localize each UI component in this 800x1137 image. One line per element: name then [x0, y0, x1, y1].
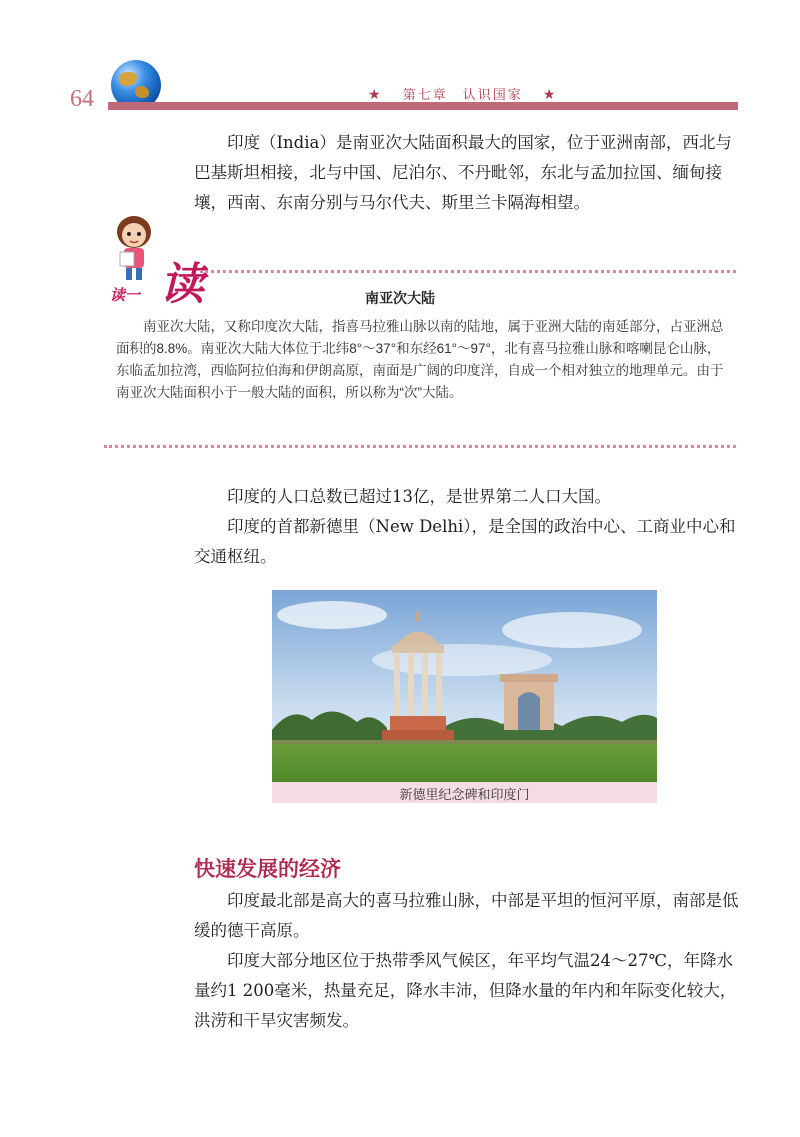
header-bar: [108, 102, 738, 110]
page-number: 64: [70, 86, 94, 112]
box-bottom-divider: [104, 445, 736, 448]
climate-paragraph: 印度大部分地区位于热带季风气候区，年平均气温24～27℃，年降水量约1 200毫米，热量充足，降水丰沛，但降水量的年内和年际变化较大，洪涝和干旱灾害频发。: [194, 951, 737, 1030]
box-top-divider: [200, 270, 736, 273]
section-heading: 快速发展的经济: [194, 858, 341, 881]
intro-paragraph: 印度（India）是南亚次大陆面积最大的国家，位于亚洲南部，西北与巴基斯坦相接，北与中国、尼泊尔、不丹毗邻，东北与孟加拉国、缅甸接壤，西南、东南分别与马尔代夫、斯里兰卡隔海相望。: [194, 133, 732, 212]
cartoon-girl-icon: [108, 212, 160, 284]
new-delhi-photo: [272, 590, 657, 782]
chapter-label: 第七章 认识国家: [402, 88, 523, 103]
terrain-paragraph: 印度最北部是高大的喜马拉雅山脉，中部是平坦的恒河平原，南部是低缓的德干高原。: [194, 891, 739, 940]
star-icon: ★: [542, 87, 558, 103]
population-paragraph: 印度的人口总数已超过13亿，是世界第二人口大国。: [227, 487, 611, 506]
chapter-title: [368, 84, 557, 103]
read-label: 读一: [110, 286, 141, 304]
capital-paragraph: 印度的首都新德里（New Delhi），是全国的政治中心、工商业中心和交通枢纽。: [194, 517, 736, 566]
box-text: 南亚次大陆，又称印度次大陆，指喜马拉雅山脉以南的陆地，属于亚洲大陆的南延部分，占亚洲总面积的8.8%。南亚次大陆大体位于北纬8°～37°和东经61°～97°，北有喜马拉雅山脉和喀喇昆仑山脉，东临孟加拉湾，西临阿拉伯海和伊朗高原，南面是广阔的印度洋，自成一个相对独立的地理单元。由于南亚次大陆面积小于一般大陆的面积，所以称为“次”大陆。: [116, 319, 724, 400]
photo-caption: 新德里纪念碑和印度门: [399, 787, 530, 802]
read-big-label: 读: [160, 259, 204, 310]
star-icon: ★: [368, 87, 383, 103]
box-title: 南亚次大陆: [365, 290, 435, 306]
